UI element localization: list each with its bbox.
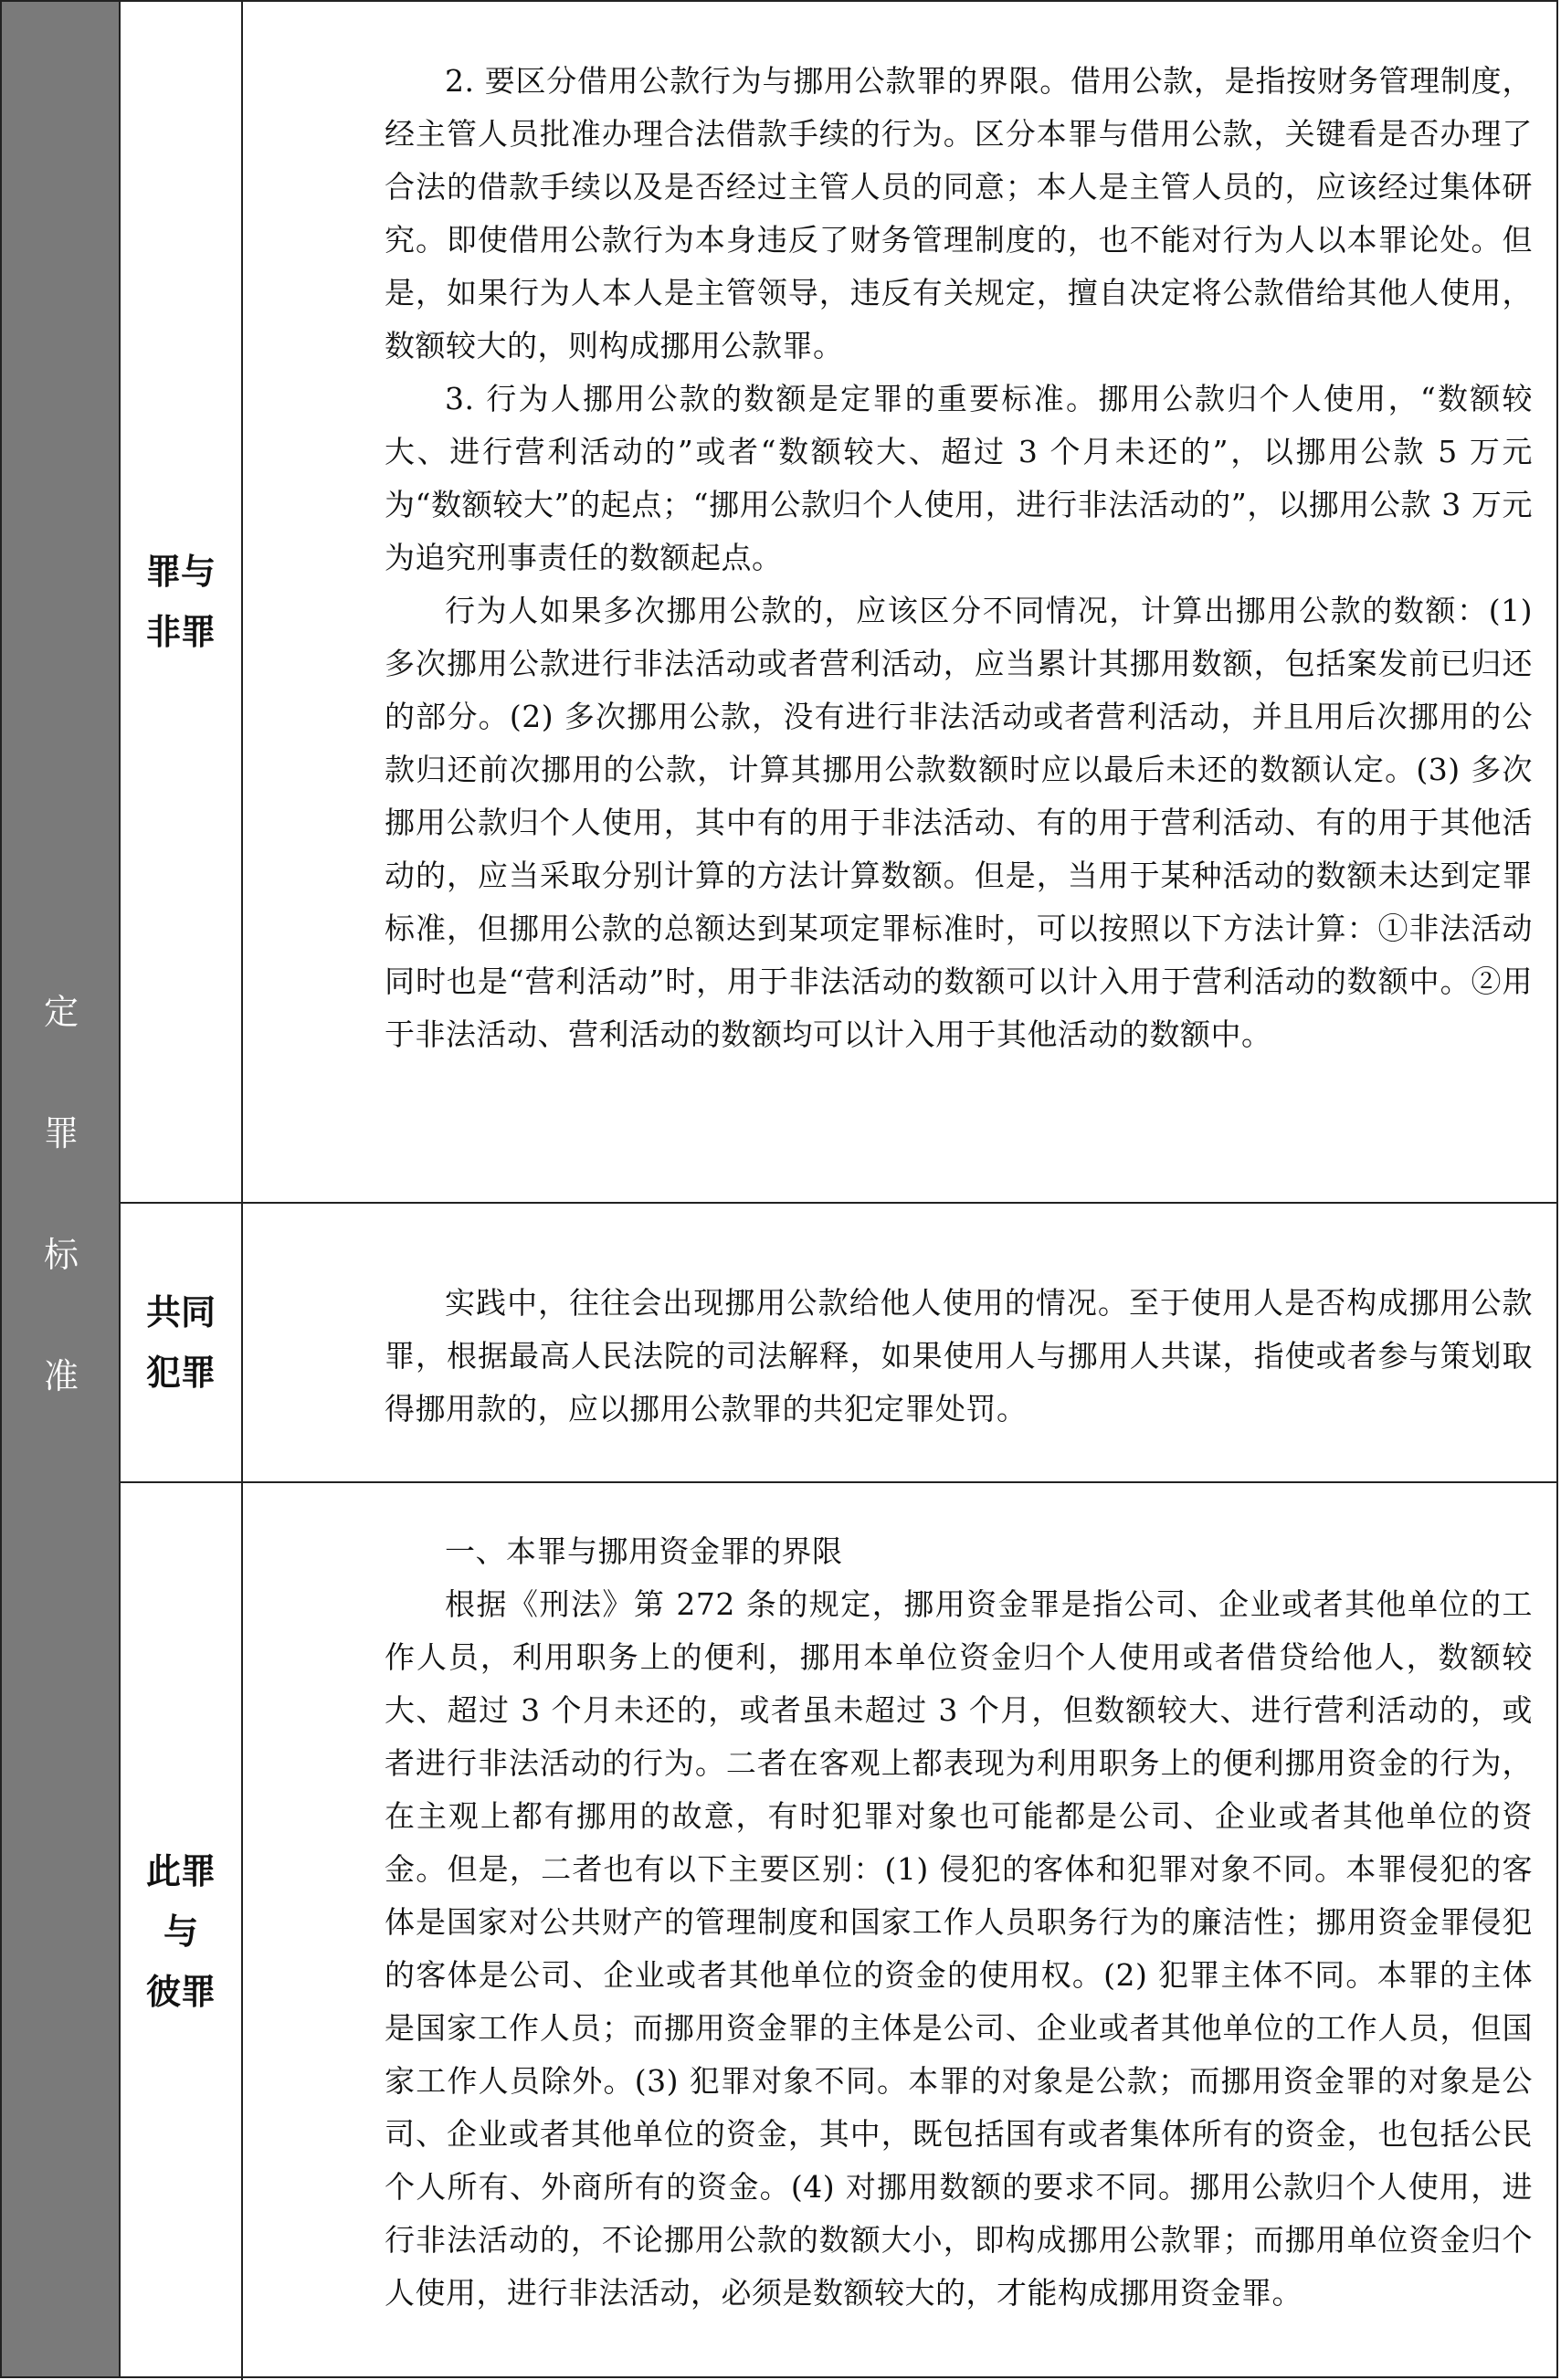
row-label-line: 犯罪 [145,1353,216,1393]
row-label-line: 罪与 [145,552,216,592]
row-label [121,1204,243,1481]
paragraph: 实践中，往往会出现挪用公款给他人使用的情况。至于使用人是否构成挪用公款罪，根据最高人民法院的司法解释，如果使用人与挪用人共谋，指使或者参与策划取得挪用款的，应以挪用公款罪的共犯定罪处罚。 [385,1285,1533,1427]
row-this-vs-other-crime [121,1483,1556,2380]
side-label-char: 准 [43,1356,79,1396]
row-label-line: 此罪 [145,1851,216,1891]
side-label [2,952,121,1437]
row-label [121,1483,243,2380]
side-label-char: 罪 [43,1113,79,1153]
row-content [243,1204,1556,1481]
section-heading: 一、本罪与挪用资金罪的界限 [445,1533,843,1569]
side-label-char: 标 [43,1235,79,1275]
side-label-char: 定 [43,992,79,1032]
row-content [243,1483,1556,2380]
row-crime-or-not [121,2,1556,1204]
row-content [243,2,1556,1202]
side-column [2,2,121,2376]
row-label-line: 共同 [145,1292,216,1332]
paragraph: 行为人如果多次挪用公款的，应该区分不同情况，计算出挪用公款的数额：(1) 多次挪用公款进行非法活动或者营利活动，应当累计其挪用数额，包括案发前已归还的部分。(2) 多次挪用公款，没有进行非法活动或者营利活动，并且用后次挪用的公款归还前次挪用的公款，计算其挪用公款数额时应以最后未还的数额认定。(3) 多次挪用公款归个人使用，其中有的用于非法活动、有的用于营利活动、有的用于其他活动的，应当采取分别计算的方法计算数额。但是，当用于某种活动的数额未达到定罪标准，但挪用公款的总额达到某项定罪标准时，可以按照以下方法计算：①非法活动同时也是“营利活动”时，用于非法活动的数额可以计入用于营利活动的数额中。②用于非法活动、营利活动的数额均可以计入用于其他活动的数额中。 [385,593,1534,1052]
row-label-line: 与 [163,1911,198,1952]
paragraph: 2. 要区分借用公款行为与挪用公款罪的界限。借用公款，是指按财务管理制度，经主管人员批准办理合法借款手续的行为。区分本罪与借用公款，关键看是否办理了合法的借款手续以及是否经过主管人员的同意；本人是主管人员的，应该经过集体研究。即使借用公款行为本身违反了财务管理制度的，也不能对行为人以本罪论处。但是，如果行为人本人是主管领导，违反有关规定，擅自决定将公款借给其他人使用，数额较大的，则构成挪用公款罪。 [385,63,1533,363]
row-label [121,2,243,1202]
paragraph: 根据《刑法》第 272 条的规定，挪用资金罪是指公司、企业或者其他单位的工作人员，利用职务上的便利，挪用本单位资金归个人使用或者借贷给他人，数额较大、超过 3 个月未还的，或者虽未超过 3 个月，但数额较大、进行营利活动的，或者进行非法活动的行为。二者在客观上都表现为利用职务上的便利挪用资金的行为，在主观上都有挪用的故意，有时犯罪对象也可能都是公司、企业或者其他单位的资金。但是，二者也有以下主要区别：(1) 侵犯的客体和犯罪对象不同。本罪侵犯的客体是国家对公共财产的管理制度和国家工作人员职务行为的廉洁性；挪用资金罪侵犯的客体是公司、企业或者其他单位的资金的使用权。(2) 犯罪主体不同。本罪的主体是国家工作人员；而挪用资金罪的主体是公司、企业或者其他单位的工作人员，但国家工作人员除外。(3) 犯罪对象不同。本罪的对象是公款；而挪用资金罪的对象是公司、企业或者其他单位的资金，其中，既包括国有或者集体所有的资金，也包括公民个人所有、外商所有的资金。(4) 对挪用数额的要求不同。挪用公款归个人使用，进行非法活动的，不论挪用公款的数额大小，即构成挪用公款罪；而挪用单位资金归个人使用，进行非法活动，必须是数额较大的，才能构成挪用资金罪。 [385,1586,1533,2311]
row-joint-crime [121,1204,1556,1483]
row-label-line: 非罪 [145,612,216,652]
paragraph: 3. 行为人挪用公款的数额是定罪的重要标准。挪用公款归个人使用，“数额较大、进行营利活动的”或者“数额较大、超过 3 个月未还的”，以挪用公款 5 万元为“数额较大”的起点；“挪用公款归个人使用，进行非法活动的”，以挪用公款 3 万元为追究刑事责任的数额起点。 [385,381,1533,575]
row-label-line: 彼罪 [145,1972,216,2012]
